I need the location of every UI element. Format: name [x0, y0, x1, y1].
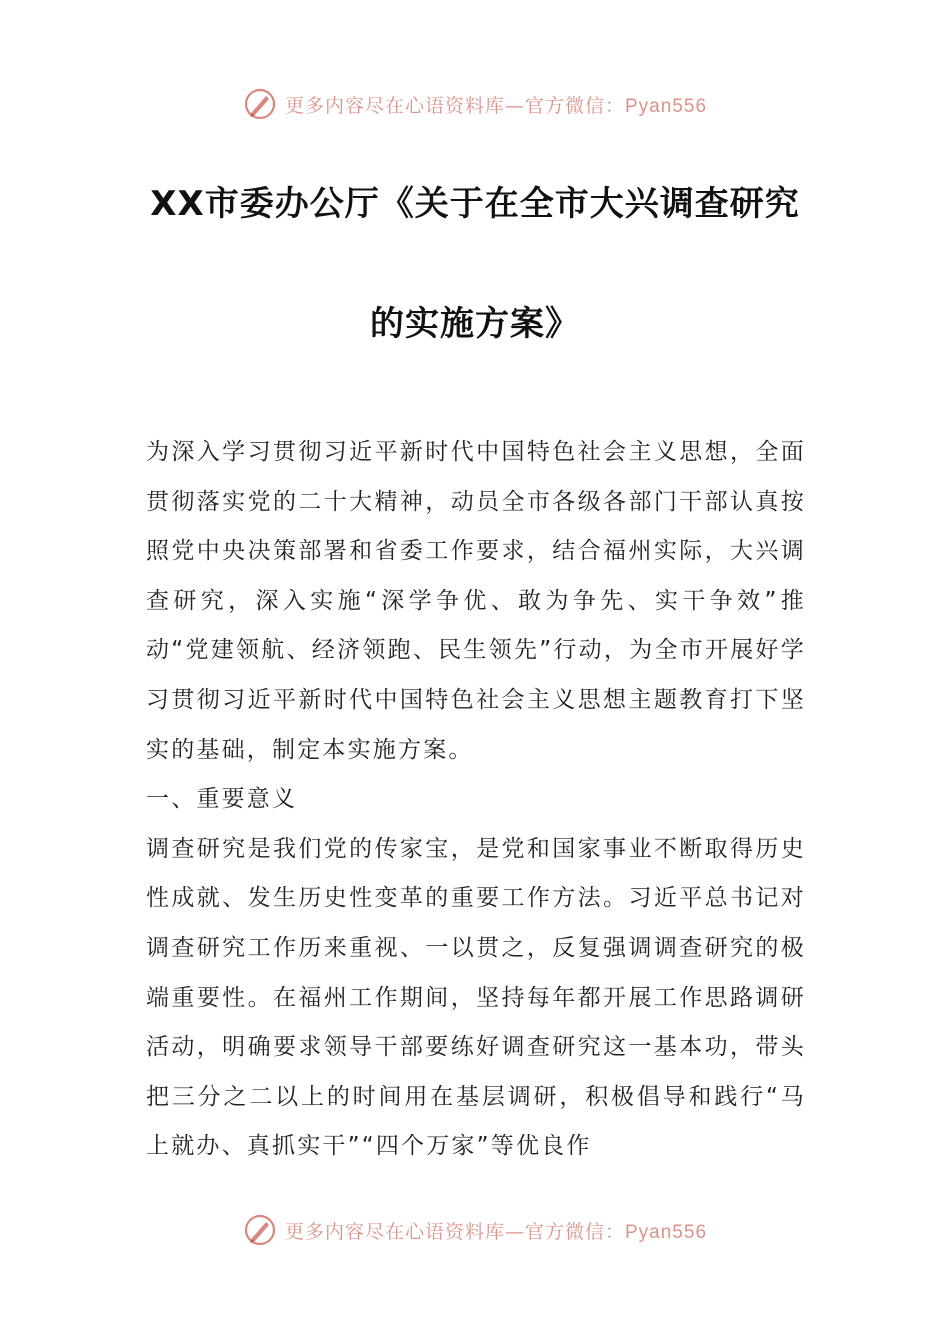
section-heading-importance: 一、重要意义	[146, 786, 298, 813]
watermark-text-en: Pyan556	[625, 1221, 708, 1243]
watermark-text	[285, 91, 707, 118]
pen-circle-icon	[243, 87, 277, 121]
watermark-text-cn: 更多内容尽在心语资料库—官方微信：	[284, 94, 625, 117]
document-title-line-2: 的实施方案》	[370, 304, 580, 344]
pen-circle-icon	[243, 1213, 277, 1247]
watermark-text	[285, 1217, 707, 1244]
document-body	[146, 428, 806, 1172]
paragraph-importance: 调查研究是我们党的传家宝，是党和国家事业不断取得历史性成就、发生历史性变革的重要工作方法。习近平总书记对调查研究工作历来重视、一以贯之，反复强调调查研究的极端重要性。在福州工作期间，坚持每年都开展工作思路调研活动，明确要求领导干部要练好调查研究这一基本功，带头把三分之二以上的时间用在基层调研，积极倡导和践行“马上就办、真抓实干”“四个万家”等优良作	[146, 835, 806, 1160]
watermark-footer	[0, 1210, 950, 1250]
watermark-text-en: Pyan556	[625, 95, 708, 117]
document-title-line-1: XX市委办公厅《关于在全市大兴调查研究	[150, 184, 800, 224]
watermark-header	[0, 84, 950, 124]
paragraph-intro: 为深入学习贯彻习近平新时代中国特色社会主义思想，全面贯彻落实党的二十大精神，动员全市各级各部门干部认真按照党中央决策部署和省委工作要求，结合福州实际，大兴调查研究，深入实施“深学争优、敢为争先、实干争效”推动“党建领航、经济领跑、民生领先”行动，为全市开展好学习贯彻习近平新时代中国特色社会主义思想主题教育打下坚实的基础，制定本实施方案。	[146, 439, 806, 763]
watermark-text-cn: 更多内容尽在心语资料库—官方微信：	[284, 1220, 625, 1243]
